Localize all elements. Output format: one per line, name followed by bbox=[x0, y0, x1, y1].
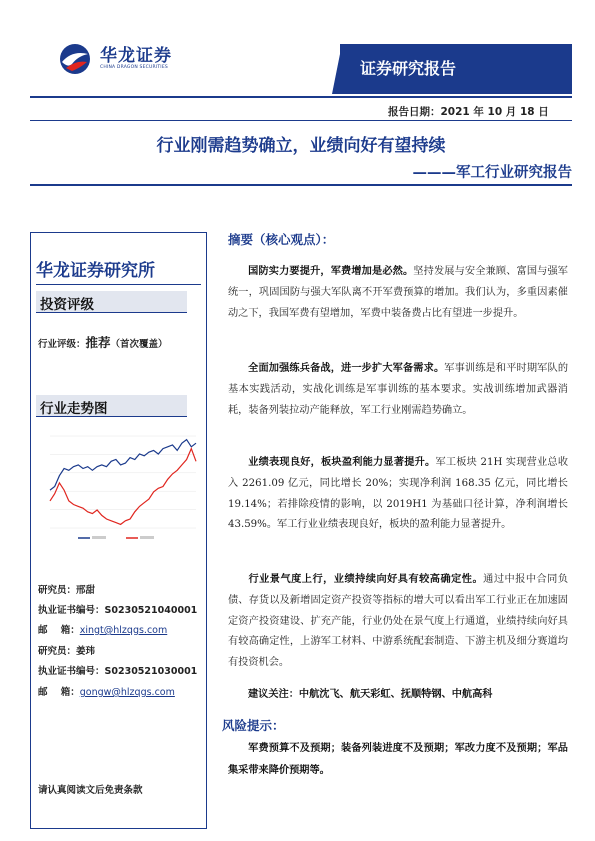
chart-series-line-1 bbox=[50, 440, 196, 491]
report-type-label: 证券研究报告 bbox=[360, 59, 457, 78]
trend-heading: 行业走势图 bbox=[40, 401, 108, 417]
summary-paragraph-1: 国防实力要提升，军费增加是必然。坚持发展与安全兼顾、富国与强军统一，巩固国防与强大军队离不开军费预算的增加。我们认为，多重因素催动之下，我国军费有望增加，军费中装备费占比有望进一步提升。 bbox=[228, 265, 568, 319]
analyst-1-cert: 执业证书编号：S0230521040001 bbox=[38, 605, 198, 616]
chart-series-line-2 bbox=[50, 449, 196, 525]
logo-text-cn: 华龙证券 bbox=[100, 46, 172, 66]
industry-rating bbox=[38, 333, 168, 351]
dragon-logo-icon bbox=[58, 42, 92, 76]
report-title: 行业刚需趋势确立，业绩向好有望持续 bbox=[156, 136, 446, 156]
institute-name: 华龙证券研究所 bbox=[36, 261, 155, 281]
summary-paragraph-3: 业绩表现良好，板块盈利能力显著提升。军工板块 21H 实现营业总收入 2261.09 亿元，同比增长 20%；实现净利润 168.35 亿元，同比增长 19.14%；若排除疫情的影响，以 2019H1 为基础口径计算，净利润增长 43.59%。军工行业业绩表现良好，板块的盈利能力显著提升。 bbox=[228, 456, 569, 531]
analyst-1-name: 研究员：邢甜 bbox=[38, 585, 96, 596]
analyst-2-email: 邮 箱：gongw@hlzqgs.com bbox=[38, 687, 175, 698]
rating-value: 推荐 bbox=[85, 335, 111, 350]
focus-stocks: 建议关注：中航沈飞、航天彩虹、抚顺特钢、中航高科 bbox=[248, 688, 493, 700]
company-logo bbox=[58, 40, 188, 80]
disclaimer-note: 请认真阅读文后免责条款 bbox=[38, 785, 143, 796]
report-subtitle: ———军工行业研究报告 bbox=[412, 165, 572, 181]
analyst-1-email-link[interactable]: xingt@hlzqgs.com bbox=[79, 625, 168, 636]
title-divider bbox=[30, 184, 572, 186]
analyst-1-email: 邮 箱：xingt@hlzqgs.com bbox=[38, 625, 168, 636]
analyst-2-name: 研究员：姜玮 bbox=[38, 646, 96, 657]
industry-trend-chart bbox=[38, 430, 199, 545]
rating-label: 行业评级： bbox=[38, 339, 86, 350]
risk-text: 军费预算不及预期；装备列装进度不及预期；军改力度不及预期；军品集采带来降价预期等。 bbox=[228, 742, 568, 776]
analyst-2-cert: 执业证书编号：S0230521030001 bbox=[38, 666, 198, 677]
summary-paragraph-2: 全面加强练兵备战，进一步扩大军备需求。军事训练是和平时期军队的基本实践活动，实战化训练是军事训练的基本要求。实战训练增加武器消耗，装备列装拉动产能释放，军工行业刚需趋势确立。 bbox=[228, 362, 569, 416]
summary-paragraph-4: 行业景气度上行，业绩持续向好具有较高确定性。通过中报中合同负债、存货以及新增固定资产投资等指标的增大可以看出军工行业正在加速固定资产投资建设、扩充产能，行业仍处在景气度上行通道，业绩持续向好具有较高确定性，上游军工材料、中游系统配套制造、下游主机及细分赛道均有投资机会。 bbox=[228, 573, 569, 669]
logo-text-en: CHINA DRAGON SECURITIES bbox=[100, 65, 168, 70]
institute-divider bbox=[36, 284, 201, 285]
rating-heading: 投资评级 bbox=[40, 297, 94, 313]
chart-legend bbox=[78, 536, 154, 539]
rating-note: （首次覆盖） bbox=[110, 339, 168, 350]
analyst-2-email-link[interactable]: gongw@hlzqgs.com bbox=[79, 687, 175, 698]
summary-heading: 摘要（核心观点）： bbox=[228, 232, 335, 247]
date-divider bbox=[30, 120, 572, 121]
report-date: 报告日期：2021 年 10 月 18 日 bbox=[388, 106, 549, 118]
risk-heading: 风险提示： bbox=[222, 718, 285, 733]
header-divider bbox=[30, 96, 572, 98]
